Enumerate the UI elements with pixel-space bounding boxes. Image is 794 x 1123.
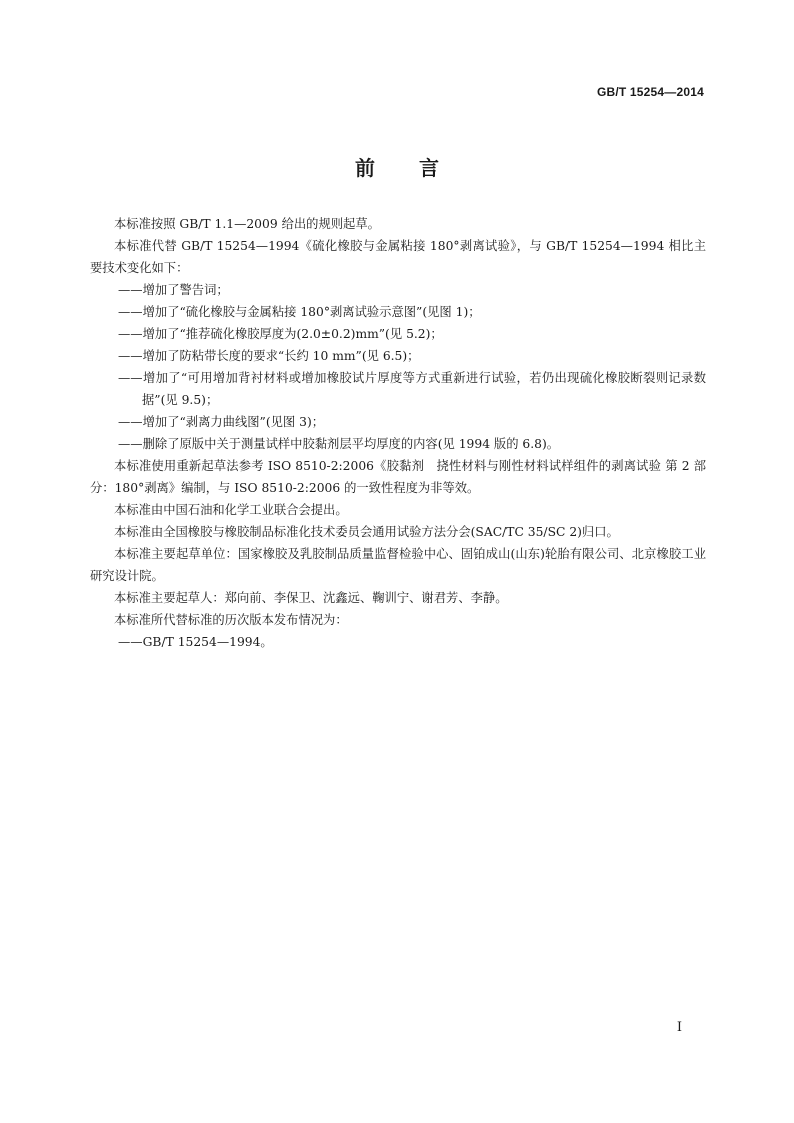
document-body — [90, 213, 706, 653]
paragraph-iso-reference: 本标准使用重新起草法参考 ISO 8510-2:2006《胶黏剂 挠性材料与刚性材料试样组件的剥离试验 第 2 部分：180°剥离》编制，与 ISO 8510-2:2006 的一致性程度为非等效。 — [90, 459, 706, 495]
paragraph-proposed-by: 本标准由中国石油和化学工业联合会提出。 — [114, 503, 348, 517]
standard-code: GB/T 15254—2014 — [596, 85, 704, 99]
change-item: ——增加了防粘带长度的要求“长约 10 mm”(见 6.5)； — [118, 349, 420, 363]
paragraph-replacement: 本标准代替 GB/T 15254—1994《硫化橡胶与金属粘接 180°剥离试验》，与 GB/T 15254—1994 相比主要技术变化如下： — [90, 239, 706, 275]
paragraph-drafting-rules: 本标准按照 GB/T 1.1—2009 给出的规则起草。 — [114, 217, 380, 231]
paragraph-drafting-units: 本标准主要起草单位：国家橡胶及乳胶制品质量监督检验中心、固铂成山(山东)轮胎有限公司、北京橡胶工业研究设计院。 — [90, 547, 706, 583]
change-item: ——删除了原版中关于测量试样中胶黏剂层平均厚度的内容(见 1994 版的 6.8)。 — [118, 437, 560, 451]
page-number: I — [676, 1020, 682, 1035]
change-item: ——增加了警告词； — [118, 283, 229, 297]
change-item: ——增加了“可用增加背衬材料或增加橡胶试片厚度等方式重新进行试验，若仍出现硫化橡胶断裂则记录数据”(见 9.5)； — [118, 371, 706, 407]
paragraph-under-jurisdiction: 本标准由全国橡胶与橡胶制品标准化技术委员会通用试验方法分会(SAC/TC 35/SC 2)归口。 — [114, 525, 619, 539]
change-item: ——增加了“剥离力曲线图”(见图 3)； — [118, 415, 325, 429]
paragraph-drafters: 本标准主要起草人：郑向前、李保卫、沈鑫远、鞠训宁、谢君芳、李静。 — [114, 591, 508, 605]
history-item: ——GB/T 15254—1994。 — [118, 635, 273, 649]
change-item: ——增加了“硫化橡胶与金属粘接 180°剥离试验示意图”(见图 1)； — [118, 305, 481, 319]
page-title: 前言 — [355, 156, 483, 180]
change-item: ——增加了“推荐硫化橡胶厚度为(2.0±0.2)mm”(见 5.2)； — [118, 327, 443, 341]
paragraph-history: 本标准所代替标准的历次版本发布情况为： — [114, 613, 348, 627]
